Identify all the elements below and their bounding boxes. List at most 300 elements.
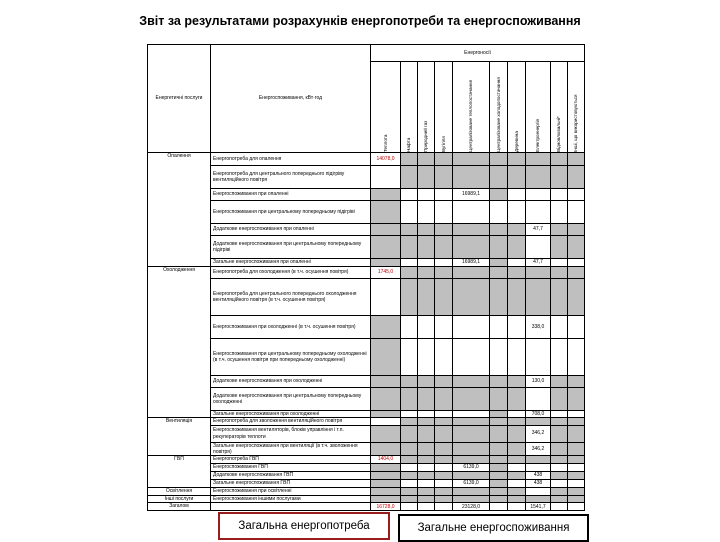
value-cell [418, 411, 435, 418]
table-row [148, 153, 585, 166]
value-cell [435, 259, 453, 267]
demand-cell [371, 201, 401, 224]
value-cell [490, 316, 508, 339]
table-row [148, 488, 585, 496]
value-cell [490, 388, 508, 411]
energy-report-table [147, 44, 585, 511]
column-header [490, 62, 508, 153]
service-name: Інші послуги [148, 496, 211, 503]
value-cell [435, 201, 453, 224]
value-cell [453, 496, 490, 503]
value-cell [526, 418, 551, 425]
value-cell [508, 189, 526, 201]
value-cell [435, 153, 453, 166]
value-cell [551, 496, 568, 503]
value-cell [401, 339, 418, 376]
row-label: Загальне енергоспоживання при охолодженні [211, 411, 371, 418]
value-cell: 6139,0 [453, 480, 490, 488]
value-cell [418, 279, 435, 316]
value-cell [401, 418, 418, 425]
value-cell [551, 388, 568, 411]
value-cell [401, 411, 418, 418]
service-name: ГВП [148, 456, 211, 488]
value-cell [418, 376, 435, 388]
value-cell [568, 496, 585, 503]
demand-cell [371, 279, 401, 316]
value-cell [551, 472, 568, 480]
value-cell: 16989,1 [453, 259, 490, 267]
value-cell [453, 339, 490, 376]
column-header [435, 62, 453, 153]
demand-cell [371, 224, 401, 236]
value-cell [508, 442, 526, 456]
demand-cell [371, 496, 401, 503]
value-cell [435, 472, 453, 480]
value-cell [453, 442, 490, 456]
value-cell [568, 316, 585, 339]
value-cell [551, 201, 568, 224]
header-services: Енергетичні послуги [148, 45, 211, 153]
column-header-label: Вугілля [440, 136, 446, 152]
value-cell [435, 503, 453, 511]
value-cell [453, 236, 490, 259]
value-cell [401, 472, 418, 480]
table-row [148, 418, 585, 425]
row-label: Енергоспоживання при освітленні [211, 488, 371, 496]
value-cell [453, 279, 490, 316]
value-cell [490, 503, 508, 511]
value-cell [401, 442, 418, 456]
table-row [148, 480, 585, 488]
value-cell: 346,2 [526, 442, 551, 456]
value-cell [508, 316, 526, 339]
value-cell [418, 388, 435, 411]
value-cell [401, 189, 418, 201]
value-cell [551, 316, 568, 339]
header-consumption: Енергоспоживання, кВт·год [211, 45, 371, 153]
value-cell [401, 316, 418, 339]
value-cell [453, 411, 490, 418]
value-cell [568, 503, 585, 511]
value-cell [526, 496, 551, 503]
value-cell [508, 503, 526, 511]
value-cell [453, 418, 490, 425]
value-cell [435, 236, 453, 259]
table-row [148, 259, 585, 267]
value-cell [551, 480, 568, 488]
value-cell [568, 488, 585, 496]
value-cell [435, 224, 453, 236]
row-label: Енергопотреба для центрального попереднього підігріву вентиляційного повітря [211, 166, 371, 189]
value-cell [435, 411, 453, 418]
value-cell [418, 472, 435, 480]
value-cell [435, 456, 453, 464]
value-cell [551, 267, 568, 279]
column-header-label: Деревина [513, 131, 519, 152]
value-cell [568, 259, 585, 267]
value-cell [526, 267, 551, 279]
column-header-label: Теплота [382, 134, 388, 152]
row-label: Енергоспоживання при центральному попередньому охолодженні (в т.ч. осушення повітря при попередньому охолодженні) [211, 339, 371, 376]
value-cell [401, 425, 418, 442]
column-header-label: Централізоване холодопостачання [495, 77, 501, 152]
value-cell [490, 480, 508, 488]
row-label: Загальне енергоспоживання при опаленні [211, 259, 371, 267]
value-cell [568, 236, 585, 259]
value-cell [435, 488, 453, 496]
value-cell [526, 189, 551, 201]
value-cell [526, 201, 551, 224]
value-cell [453, 201, 490, 224]
value-cell [526, 153, 551, 166]
value-cell: 6139,0 [453, 464, 490, 472]
value-cell [490, 425, 508, 442]
value-cell [490, 267, 508, 279]
value-cell [490, 236, 508, 259]
value-cell [401, 496, 418, 503]
row-label: Додаткове енергоспоживання при центральному попередньому підігріві [211, 236, 371, 259]
demand-cell: 14078,0 [371, 153, 401, 166]
value-cell [418, 224, 435, 236]
table-row [148, 201, 585, 224]
value-cell [418, 480, 435, 488]
table-row [148, 279, 585, 316]
row-label: Загальне енергоспоживання ГВП [211, 480, 371, 488]
demand-cell [371, 464, 401, 472]
column-header [526, 62, 551, 153]
table-row [148, 464, 585, 472]
value-cell [568, 189, 585, 201]
table-row [148, 166, 585, 189]
value-cell [401, 488, 418, 496]
value-cell [508, 201, 526, 224]
demand-cell [371, 425, 401, 442]
value-cell [508, 488, 526, 496]
value-cell [526, 456, 551, 464]
row-label: Енергопотреба для центрального попереднього охолодження вентиляційного повітря (в т.ч. осушення повітря) [211, 279, 371, 316]
value-cell [453, 166, 490, 189]
value-cell [401, 388, 418, 411]
value-cell [401, 224, 418, 236]
table-row [148, 224, 585, 236]
value-cell: 1541,7 [526, 503, 551, 511]
column-header-label: Електроенергія [535, 119, 541, 152]
value-cell [568, 411, 585, 418]
value-cell [435, 279, 453, 316]
demand-cell [371, 166, 401, 189]
value-cell: 338,0 [526, 316, 551, 339]
value-cell [568, 418, 585, 425]
value-cell [435, 189, 453, 201]
value-cell [490, 464, 508, 472]
demand-cell [371, 259, 401, 267]
value-cell [401, 503, 418, 511]
value-cell [453, 488, 490, 496]
value-cell [418, 316, 435, 339]
demand-cell: 1745,0 [371, 267, 401, 279]
value-cell [418, 503, 435, 511]
value-cell [551, 425, 568, 442]
value-cell [401, 456, 418, 464]
value-cell [435, 496, 453, 503]
value-cell [568, 388, 585, 411]
value-cell [490, 472, 508, 480]
value-cell [526, 339, 551, 376]
value-cell [526, 236, 551, 259]
value-cell [526, 166, 551, 189]
column-header-label: Відновлювальні* [556, 116, 562, 152]
value-cell [508, 411, 526, 418]
table-row [148, 267, 585, 279]
value-cell [508, 480, 526, 488]
value-cell [418, 442, 435, 456]
value-cell [551, 442, 568, 456]
table-row [148, 411, 585, 418]
value-cell [401, 279, 418, 316]
value-cell [453, 456, 490, 464]
value-cell [418, 236, 435, 259]
total-demand-label: Загальна енергопотреба [218, 512, 390, 540]
value-cell [401, 166, 418, 189]
value-cell [418, 496, 435, 503]
row-label: Загальне енергоспоживання при вентиляції (в т.ч. зволоження повітря) [211, 442, 371, 456]
value-cell [508, 472, 526, 480]
value-cell [418, 201, 435, 224]
value-cell [435, 425, 453, 442]
value-cell [568, 456, 585, 464]
value-cell [551, 488, 568, 496]
value-cell [401, 153, 418, 166]
column-header-label: Нафта [406, 137, 412, 152]
table-row [148, 189, 585, 201]
value-cell: 438 [526, 480, 551, 488]
value-cell: 346,2 [526, 425, 551, 442]
table-row [148, 456, 585, 464]
value-cell: 16989,1 [453, 189, 490, 201]
value-cell [508, 166, 526, 189]
demand-cell [371, 488, 401, 496]
value-cell [508, 236, 526, 259]
value-cell [551, 411, 568, 418]
value-cell: 47,7 [526, 259, 551, 267]
header-carriers: Енергоносії [371, 45, 585, 62]
demand-cell: 1404,0 [371, 456, 401, 464]
value-cell [490, 189, 508, 201]
value-cell [526, 488, 551, 496]
column-header [568, 62, 585, 153]
value-cell [435, 442, 453, 456]
demand-cell [371, 339, 401, 376]
value-cell [526, 279, 551, 316]
value-cell [508, 153, 526, 166]
value-cell [490, 496, 508, 503]
demand-cell [371, 480, 401, 488]
value-cell: 130,0 [526, 376, 551, 388]
demand-cell [371, 411, 401, 418]
column-header [551, 62, 568, 153]
value-cell [490, 224, 508, 236]
value-cell [551, 339, 568, 376]
service-name: Вентиляція [148, 418, 211, 456]
service-name: Загалом [148, 503, 211, 511]
value-cell [418, 153, 435, 166]
table-row [148, 472, 585, 480]
value-cell [551, 189, 568, 201]
value-cell [568, 166, 585, 189]
value-cell [490, 376, 508, 388]
demand-cell [371, 189, 401, 201]
table-row [148, 316, 585, 339]
value-cell [490, 411, 508, 418]
value-cell [490, 259, 508, 267]
service-name: Опалення [148, 153, 211, 267]
service-name: Освітлення [148, 488, 211, 496]
value-cell [418, 418, 435, 425]
row-label: Енергоспоживання при охолодженні (в т.ч. осушення повітря) [211, 316, 371, 339]
value-cell [435, 166, 453, 189]
table-row [148, 376, 585, 388]
value-cell [418, 456, 435, 464]
column-header [418, 62, 435, 153]
value-cell [453, 425, 490, 442]
value-cell [551, 236, 568, 259]
row-label: Енергопотреба для зволоження вентиляційного повітря [211, 418, 371, 425]
value-cell [568, 480, 585, 488]
value-cell [551, 153, 568, 166]
value-cell [435, 388, 453, 411]
value-cell [490, 442, 508, 456]
value-cell [418, 339, 435, 376]
value-cell [435, 339, 453, 376]
demand-cell [371, 442, 401, 456]
value-cell [435, 376, 453, 388]
demand-cell: 16728,0 [371, 503, 401, 511]
value-cell [490, 456, 508, 464]
column-header [508, 62, 526, 153]
value-cell [401, 201, 418, 224]
value-cell [401, 464, 418, 472]
value-cell [453, 153, 490, 166]
demand-cell [371, 472, 401, 480]
value-cell [508, 496, 526, 503]
value-cell [418, 464, 435, 472]
value-cell [453, 472, 490, 480]
column-header [453, 62, 490, 153]
value-cell [435, 418, 453, 425]
value-cell [551, 259, 568, 267]
column-header-label: Інші, що використовуються [573, 94, 579, 152]
value-cell [551, 279, 568, 316]
row-label: Енергоспоживання ГВП [211, 464, 371, 472]
value-cell [568, 267, 585, 279]
value-cell: 23128,0 [453, 503, 490, 511]
value-cell [526, 388, 551, 411]
value-cell [418, 267, 435, 279]
table-row [148, 425, 585, 442]
value-cell [568, 279, 585, 316]
value-cell [508, 456, 526, 464]
demand-cell [371, 388, 401, 411]
service-name: Охолодження [148, 267, 211, 418]
row-label: Енергопотреба ГВП [211, 456, 371, 464]
value-cell [418, 166, 435, 189]
value-cell [490, 201, 508, 224]
table-row [148, 388, 585, 411]
value-cell [568, 472, 585, 480]
demand-cell [371, 376, 401, 388]
value-cell [568, 224, 585, 236]
value-cell [508, 464, 526, 472]
value-cell [401, 236, 418, 259]
row-label: Енергоспоживання іншими послугами [211, 496, 371, 503]
row-label: Енергопотреба для охолодження (в т.ч. осушення повітря) [211, 267, 371, 279]
value-cell [490, 339, 508, 376]
value-cell [551, 503, 568, 511]
table-row [148, 503, 585, 511]
row-label: Додаткове енергоспоживання при центральному попередньому охолодженні [211, 388, 371, 411]
table-row [148, 496, 585, 503]
value-cell [508, 267, 526, 279]
value-cell [453, 316, 490, 339]
row-label: Додаткове енергоспоживання при опаленні [211, 224, 371, 236]
value-cell [418, 488, 435, 496]
total-consumption-label: Загальне енергоспоживання [398, 514, 589, 542]
row-label: Енергоспоживання при центральному попередньому підігріві [211, 201, 371, 224]
column-header-label: Централізоване теплопостачання [468, 79, 474, 152]
value-cell [568, 153, 585, 166]
row-label: Енергопотреба для опалення [211, 153, 371, 166]
row-label: Енергоспоживання вентиляторів, блоків управління і т.п. рекуператорів теплоти [211, 425, 371, 442]
value-cell [401, 376, 418, 388]
value-cell [508, 339, 526, 376]
value-cell [490, 166, 508, 189]
value-cell: 708,0 [526, 411, 551, 418]
demand-cell [371, 418, 401, 425]
value-cell [508, 259, 526, 267]
value-cell [551, 224, 568, 236]
value-cell [568, 376, 585, 388]
report-title: Звіт за результатами розрахунків енергопотреби та енергоспоживання [139, 14, 581, 28]
value-cell [568, 201, 585, 224]
value-cell [490, 279, 508, 316]
value-cell [418, 259, 435, 267]
value-cell [508, 388, 526, 411]
table-row [148, 236, 585, 259]
row-label [211, 503, 371, 511]
value-cell [568, 425, 585, 442]
value-cell [490, 488, 508, 496]
value-cell [526, 464, 551, 472]
value-cell [551, 376, 568, 388]
value-cell [435, 464, 453, 472]
column-header-label: Природний газ [423, 120, 429, 152]
demand-cell [371, 316, 401, 339]
value-cell [551, 464, 568, 472]
value-cell [453, 224, 490, 236]
value-cell [453, 267, 490, 279]
column-header [401, 62, 418, 153]
value-cell [401, 480, 418, 488]
value-cell [490, 153, 508, 166]
value-cell [508, 279, 526, 316]
value-cell [435, 267, 453, 279]
column-header [371, 62, 401, 153]
value-cell [551, 456, 568, 464]
value-cell [568, 339, 585, 376]
table-row [148, 339, 585, 376]
value-cell [401, 267, 418, 279]
value-cell [418, 189, 435, 201]
